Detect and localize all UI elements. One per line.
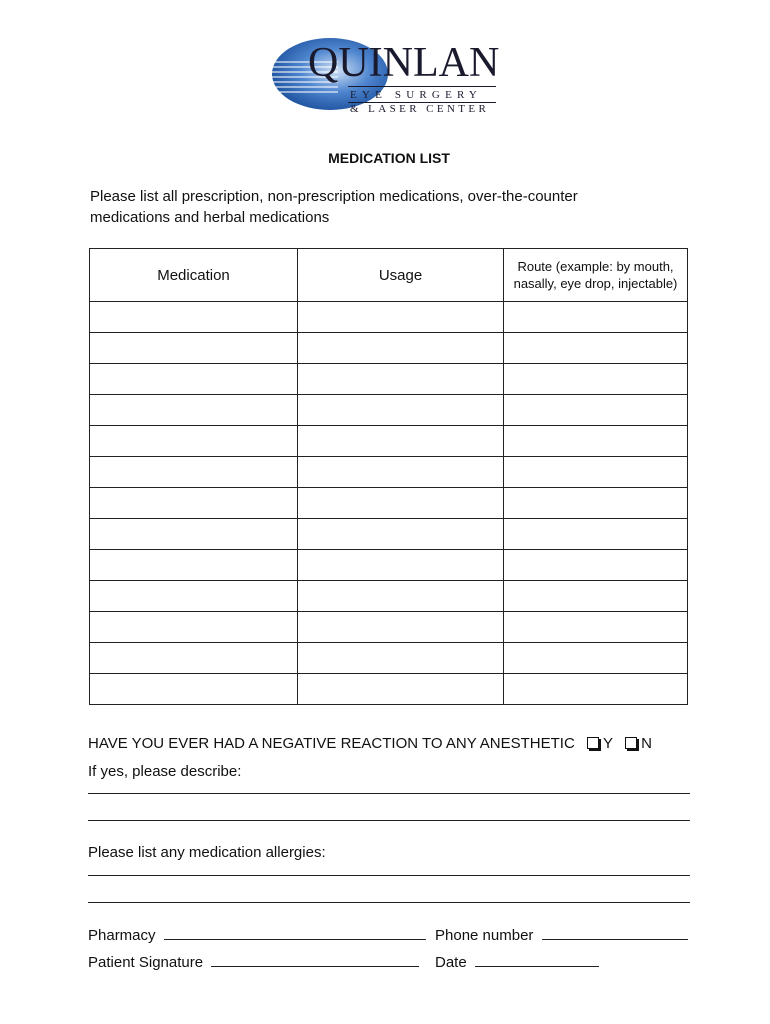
medication-cell[interactable] — [90, 581, 298, 612]
describe-line-1[interactable] — [88, 792, 690, 794]
usage-cell[interactable] — [298, 488, 504, 519]
yes-checkbox[interactable] — [587, 734, 613, 754]
column-header-usage: Usage — [298, 249, 504, 302]
date-row — [435, 952, 599, 973]
medication-cell[interactable] — [90, 302, 298, 333]
route-cell[interactable] — [504, 333, 688, 364]
route-cell[interactable] — [504, 488, 688, 519]
quinlan-logo — [268, 32, 504, 118]
table-row — [90, 395, 688, 426]
route-cell[interactable] — [504, 457, 688, 488]
allergies-line-1[interactable] — [88, 874, 690, 876]
phone-field[interactable] — [542, 925, 688, 940]
signature-field[interactable] — [211, 952, 419, 967]
logo-subtitle-2: & LASER CENTER — [350, 103, 490, 115]
checkbox-icon — [587, 737, 599, 749]
usage-cell[interactable] — [298, 674, 504, 705]
medication-table — [89, 248, 688, 705]
medication-cell[interactable] — [90, 426, 298, 457]
logo-subtitle-1: EYE SURGERY — [350, 89, 483, 101]
table-row — [90, 674, 688, 705]
route-cell[interactable] — [504, 550, 688, 581]
allergies-line-2[interactable] — [88, 901, 690, 903]
table-row — [90, 519, 688, 550]
usage-cell[interactable] — [298, 643, 504, 674]
signature-label: Patient Signature — [88, 954, 204, 971]
medication-cell[interactable] — [90, 333, 298, 364]
anesthetic-question: HAVE YOU EVER HAD A NEGATIVE REACTION TO ANY ANESTHETIC — [88, 735, 575, 752]
describe-line-2[interactable] — [88, 819, 690, 821]
usage-cell[interactable] — [298, 426, 504, 457]
table-row — [90, 488, 688, 519]
page-title: MEDICATION LIST — [328, 150, 450, 166]
form-instructions: Please list all prescription, non-prescription medications, over-the-counter medications and herbal medications — [90, 188, 578, 226]
usage-cell[interactable] — [298, 333, 504, 364]
column-header-medication: Medication — [90, 249, 298, 302]
medication-cell[interactable] — [90, 457, 298, 488]
medication-cell[interactable] — [90, 643, 298, 674]
pharmacy-field[interactable] — [164, 925, 426, 940]
medication-cell[interactable] — [90, 488, 298, 519]
table-row — [90, 426, 688, 457]
allergies-label: Please list any medication allergies: — [88, 844, 326, 861]
usage-cell[interactable] — [298, 302, 504, 333]
usage-cell[interactable] — [298, 364, 504, 395]
table-row — [90, 333, 688, 364]
medication-cell[interactable] — [90, 364, 298, 395]
medication-cell[interactable] — [90, 674, 298, 705]
medication-cell[interactable] — [90, 612, 298, 643]
column-header-route: Route (example: by mouth, nasally, eye drop, injectable) — [504, 249, 688, 302]
signature-row — [88, 952, 419, 973]
pharmacy-label: Pharmacy — [88, 927, 156, 944]
anesthetic-question-row — [88, 734, 652, 754]
route-cell[interactable] — [504, 643, 688, 674]
medication-cell[interactable] — [90, 395, 298, 426]
table-row — [90, 612, 688, 643]
table-row — [90, 643, 688, 674]
medication-cell[interactable] — [90, 550, 298, 581]
table-row — [90, 550, 688, 581]
route-cell[interactable] — [504, 612, 688, 643]
checkbox-icon — [625, 737, 637, 749]
table-row — [90, 364, 688, 395]
usage-cell[interactable] — [298, 457, 504, 488]
date-field[interactable] — [475, 952, 599, 967]
medication-cell[interactable] — [90, 519, 298, 550]
route-cell[interactable] — [504, 364, 688, 395]
route-cell[interactable] — [504, 302, 688, 333]
route-cell[interactable] — [504, 395, 688, 426]
usage-cell[interactable] — [298, 581, 504, 612]
usage-cell[interactable] — [298, 550, 504, 581]
route-cell[interactable] — [504, 426, 688, 457]
no-label: N — [641, 735, 652, 752]
route-cell[interactable] — [504, 519, 688, 550]
table-row — [90, 581, 688, 612]
usage-cell[interactable] — [298, 395, 504, 426]
pharmacy-row — [88, 925, 426, 946]
logo-wordmark: QUINLAN — [308, 40, 500, 86]
route-cell[interactable] — [504, 581, 688, 612]
logo-divider — [348, 86, 496, 87]
phone-label: Phone number — [435, 927, 534, 944]
table-row — [90, 457, 688, 488]
route-cell[interactable] — [504, 674, 688, 705]
describe-label: If yes, please describe: — [88, 763, 242, 780]
yes-label: Y — [602, 735, 613, 752]
date-label: Date — [435, 954, 467, 971]
usage-cell[interactable] — [298, 612, 504, 643]
usage-cell[interactable] — [298, 519, 504, 550]
no-checkbox[interactable] — [625, 734, 652, 754]
phone-row — [435, 925, 688, 946]
table-row — [90, 302, 688, 333]
